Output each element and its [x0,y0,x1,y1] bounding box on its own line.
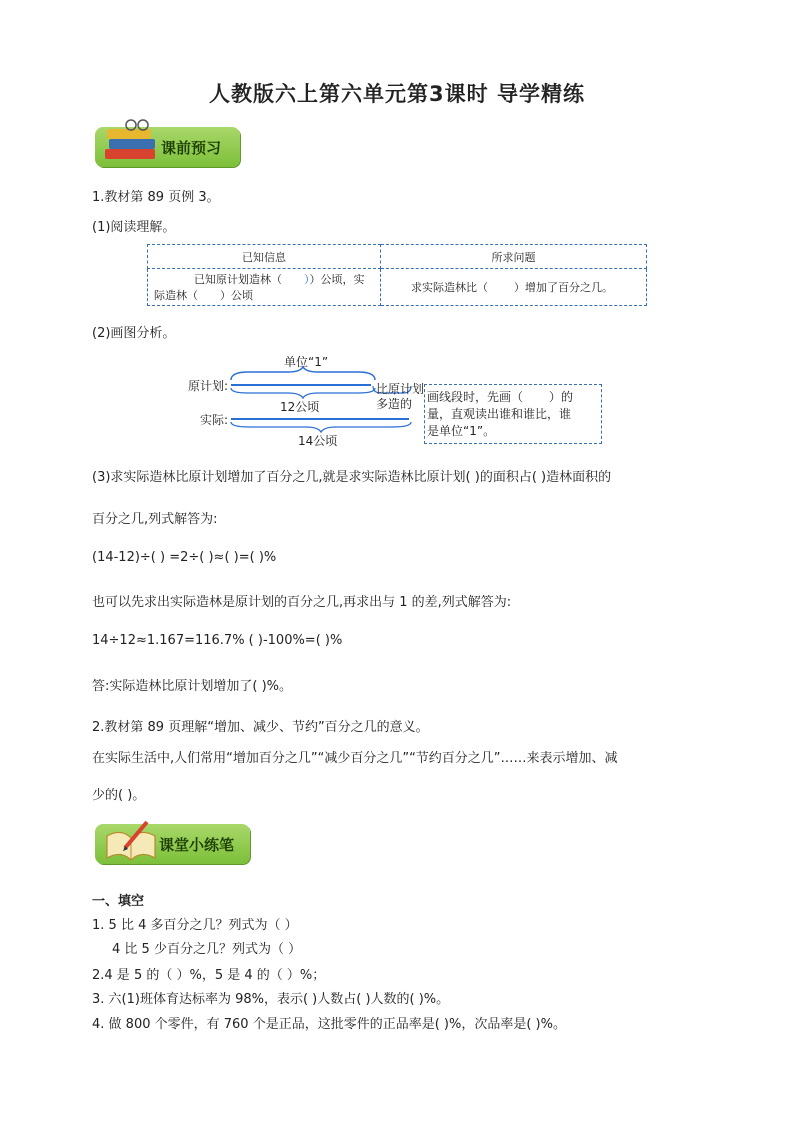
practice-banner [95,824,250,864]
known-info-cell: 已知原计划造林（ ））公顷，实 际造林（ ）公顷 [148,269,381,306]
q2-text-line1: 在实际生活中,人们常用“增加百分之几”“减少百分之几”“节约百分之几”……来表示增加、减 [92,751,618,766]
q1-line: 1.教材第 89 页例 3。 [92,190,220,205]
exercise-1a: 1. 5 比 4 多百分之几？列式为（ ） [92,918,298,933]
text: ）公顷 [220,289,253,302]
text: 是单位“1”。 [427,424,496,438]
exercise-3: 3. 六(1)班体育达标率为 98%，表示( )人数占( )人数的( )%。 [92,992,450,1007]
more-label-2: 多造的 [376,397,413,411]
question-cell [381,269,647,306]
actual-label: 实际: [200,413,229,427]
more-label-1: 比原计划 [376,382,425,396]
q2-line: 2.教材第 89 页理解“增加、减少、节约”百分之几的意义。 [92,720,429,735]
text: 画线段时，先画（ [427,390,524,404]
notebook-pencil-icon [103,818,161,864]
banner-label: 课堂小练笔 [159,836,235,854]
text: ）的 [549,390,574,404]
formula-2: 14÷12≈1.167=116.7% ( )-100%=( )% [92,633,343,648]
info-table [147,244,647,306]
books-icon [101,119,161,167]
text: 际造林（ [154,289,198,302]
q1-sub2: (2)画图分析。 [92,326,176,341]
text: ）公顷，实 [309,273,365,286]
top-brace [228,366,378,382]
plan-value: 12公顷 [280,400,320,414]
banner-label: 课前预习 [161,139,222,157]
tip-box [424,384,602,444]
section-heading: 一、填空 [92,894,145,909]
text: 已知原计划造林（ [194,273,282,286]
actual-value: 14公顷 [298,434,338,448]
exercise-4: 4. 做 800 个零件，有 760 个是正品，这批零件的正品率是( )%，次品率是( )%。 [92,1017,566,1032]
q1-sub3-line1: (3)求实际造林比原计划增加了百分之几,就是求实际造林比原计划( )的面积占( )造林面积的 [92,470,612,485]
unit-label: 单位“1” [284,355,329,369]
page-title: 人教版六上第六单元第3课时 导学精练 [209,82,585,106]
plan-label: 原计划: [188,379,229,393]
table-header: 已知信息 [148,245,381,269]
alternative-line: 也可以先求出实际造林是原计划的百分之几,再求出与 1 的差,列式解答为: [92,595,512,610]
exercise-2: 2.4 是 5 的（ ）%，5 是 4 的（ ）%； [92,968,326,983]
q2-text-line2: 少的( )。 [92,788,146,803]
q1-sub3-line2: 百分之几,列式解答为: [92,512,218,527]
formula-1: (14-12)÷( ) =2÷( )≈( )=( )% [92,550,277,565]
text: 量，直观读出谁和谁比，谁 [427,407,572,421]
q1-sub1: (1)阅读理解。 [92,220,176,235]
text: ）增加了百分之几。 [514,281,613,294]
answer-line: 答:实际造林比原计划增加了( )%。 [92,679,293,694]
table-header: 所求问题 [381,245,647,269]
preview-banner [95,127,240,167]
exercise-1b: 4 比 5 少百分之几？列式为（ ） [112,942,302,957]
text: 求实际造林比（ [411,281,488,294]
